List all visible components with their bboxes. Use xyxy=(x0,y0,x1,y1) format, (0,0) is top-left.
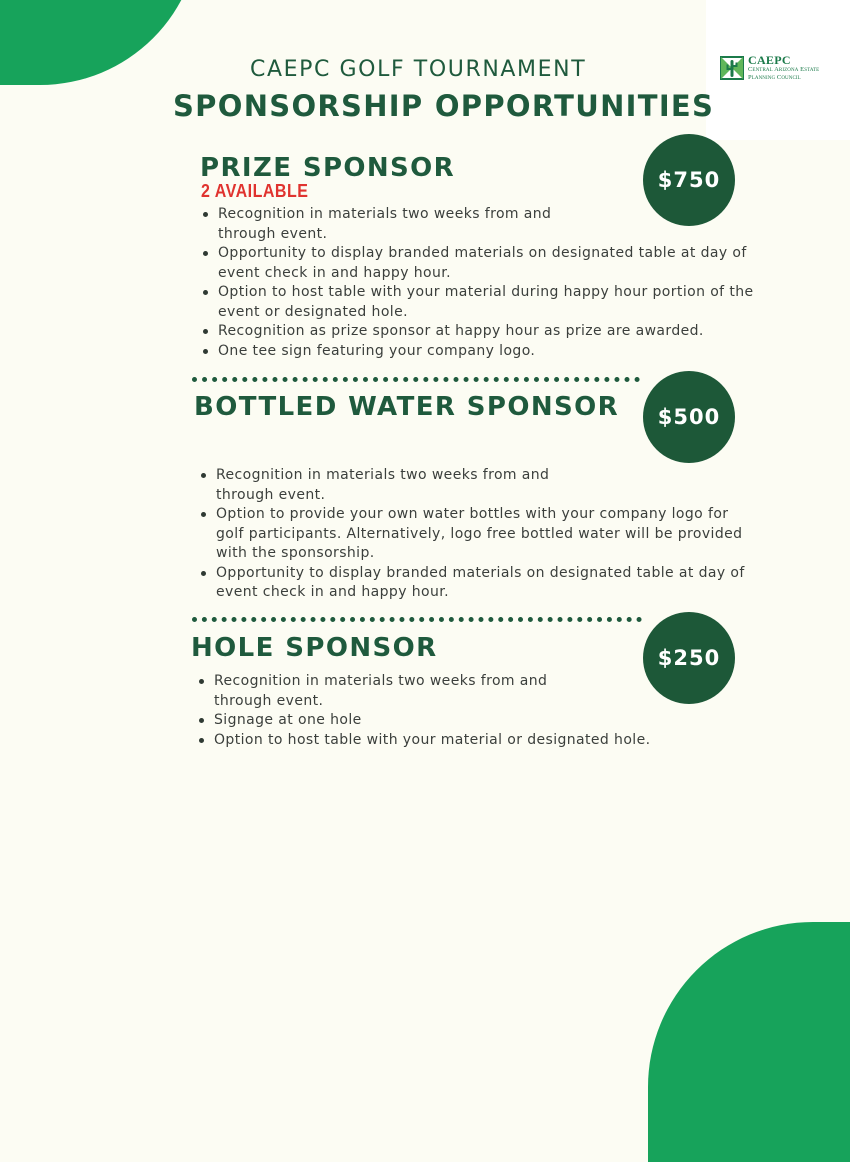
list-item: Option to host table with your material during happy hour portion of the event or designated hole. xyxy=(200,283,763,322)
list-item: Option to provide your own water bottles with your company logo for golf participants. Alternatively, logo free bottled water will be provided with the sponsorship. xyxy=(198,505,756,564)
corner-decoration-bottom-right xyxy=(648,922,850,1162)
availability-badge: 2 AVAILABLE xyxy=(201,182,309,202)
list-item: Recognition in materials two weeks from and through event. xyxy=(196,672,599,711)
list-item: Recognition as prize sponsor at happy hour as prize are awarded. xyxy=(200,322,765,342)
prize-sponsor-benefits xyxy=(200,205,765,361)
list-item: One tee sign featuring your company logo. xyxy=(200,342,765,362)
section-divider xyxy=(192,377,640,382)
list-item: Recognition in materials two weeks from and through event. xyxy=(198,466,591,505)
list-item: Signage at one hole xyxy=(196,711,756,731)
list-item: Option to host table with your material or designated hole. xyxy=(196,731,756,751)
page-supertitle: CAEPC GOLF TOURNAMENT xyxy=(250,57,587,82)
logo-subtitle: Central Arizona Estate Planning Council xyxy=(748,66,820,81)
section-divider xyxy=(192,617,642,622)
hole-sponsor-heading: HOLE SPONSOR xyxy=(191,633,438,663)
page-title: SPONSORSHIP OPPORTUNITIES xyxy=(173,89,715,123)
corner-decoration-top-left xyxy=(0,0,200,85)
cactus-logo-icon xyxy=(720,56,744,80)
bottled-water-sponsor-heading: BOTTLED WATER SPONSOR xyxy=(194,392,620,422)
list-item: Opportunity to display branded materials on designated table at day of event check in and happy hour. xyxy=(200,244,758,283)
prize-sponsor-heading: PRIZE SPONSOR xyxy=(200,153,456,183)
caepc-logo xyxy=(706,0,850,140)
logo-name: CAEPC xyxy=(748,53,791,67)
bottled-water-sponsor-benefits xyxy=(198,466,758,603)
hole-sponsor-price-badge: $250 xyxy=(643,612,735,704)
list-item: Recognition in materials two weeks from and through event. xyxy=(200,205,593,244)
prize-sponsor-price-badge: $750 xyxy=(643,134,735,226)
hole-sponsor-benefits xyxy=(196,672,756,750)
bottled-water-sponsor-price-badge: $500 xyxy=(643,371,735,463)
list-item: Opportunity to display branded materials on designated table at day of event check in and happy hour. xyxy=(198,564,756,603)
